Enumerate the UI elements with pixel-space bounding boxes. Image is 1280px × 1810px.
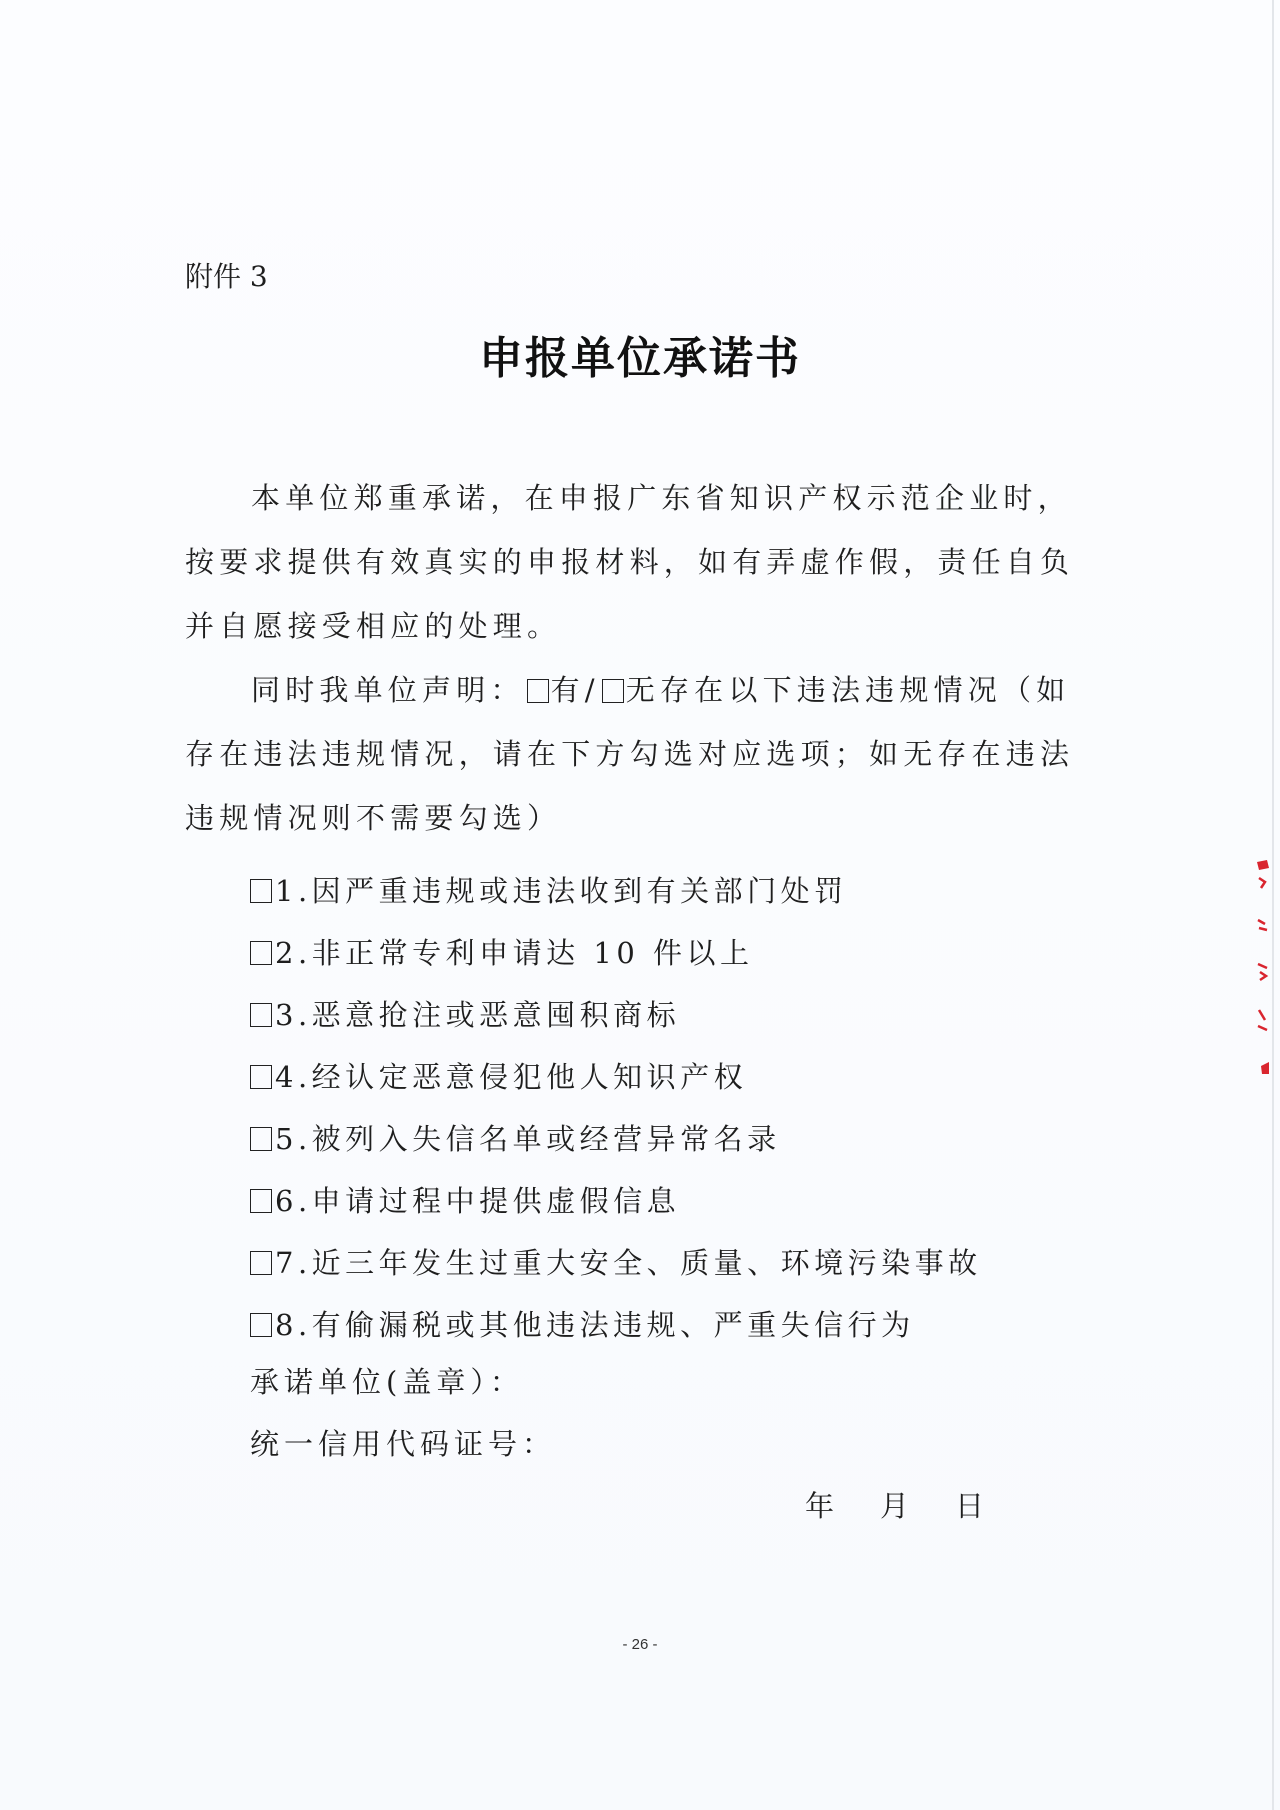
declaration-no-text: 无存在以下违法违规情况（如存在违法违规情况，请在下方勾选对应选项；如无存在违法违规情况则不需要勾选）: [185, 673, 1075, 835]
checklist-item[interactable]: [250, 1232, 982, 1294]
checklist-item-label: 5.被列入失信名单或经营异常名录: [275, 1122, 781, 1156]
page-number: - 26 -: [622, 1636, 658, 1653]
commitment-paragraph: 本单位郑重承诺，在申报广东省知识产权示范企业时，按要求提供有效真实的申报材料，如有弄虚作假，责任自负并自愿接受相应的处理。: [185, 481, 1075, 643]
credit-code-label: 统一信用代码证号：: [250, 1427, 557, 1461]
checkbox[interactable]: [250, 879, 272, 903]
declaration-paragraph: [185, 658, 1075, 850]
attachment-label: 附件 3: [185, 260, 268, 293]
checklist-item-label: 4.经认定恶意侵犯他人知识产权: [275, 1060, 748, 1094]
date-month: 月: [880, 1489, 910, 1523]
checklist-item[interactable]: [250, 860, 982, 922]
checklist-item[interactable]: [250, 1046, 982, 1108]
checklist-item-label: 3.恶意抢注或恶意囤积商标: [275, 998, 681, 1032]
checkbox[interactable]: [250, 1127, 272, 1151]
checkbox[interactable]: [250, 1003, 272, 1027]
signature-unit-label: 承诺单位(盖章）：: [250, 1365, 524, 1399]
checkbox[interactable]: [250, 1251, 272, 1275]
checkbox[interactable]: [250, 1189, 272, 1213]
checklist-item-label: 1.因严重违规或违法收到有关部门处罚: [275, 874, 848, 908]
checklist-item-label: 8.有偷漏税或其他违法违规、严重失信行为: [275, 1308, 915, 1342]
checklist-item[interactable]: [250, 1294, 982, 1356]
checkbox-yes[interactable]: [527, 679, 549, 703]
checklist-item-label: 6.申请过程中提供虚假信息: [275, 1184, 681, 1218]
checklist-item-label: 7.近三年发生过重大安全、质量、环境污染事故: [275, 1246, 982, 1280]
checklist-item[interactable]: [250, 984, 982, 1046]
checklist-item-label: 2.非正常专利申请达 10 件以上: [275, 936, 754, 970]
declaration-yes-label: 有/: [550, 673, 600, 707]
checkbox[interactable]: [250, 1313, 272, 1337]
checkbox[interactable]: [250, 1065, 272, 1089]
checklist-item[interactable]: [250, 1170, 982, 1232]
declaration-prefix: 同时我单位声明：: [251, 673, 525, 707]
checklist-item[interactable]: [250, 1108, 982, 1170]
date-day: 日: [955, 1489, 985, 1523]
violation-checklist: [250, 860, 982, 1356]
checklist-item[interactable]: [250, 922, 982, 984]
page-edge: [1272, 0, 1274, 1810]
checkbox-no[interactable]: [602, 679, 624, 703]
document-title: 申报单位承诺书: [479, 333, 801, 384]
date-line: [805, 1484, 984, 1525]
checkbox[interactable]: [250, 941, 272, 965]
date-year: 年: [805, 1489, 835, 1523]
